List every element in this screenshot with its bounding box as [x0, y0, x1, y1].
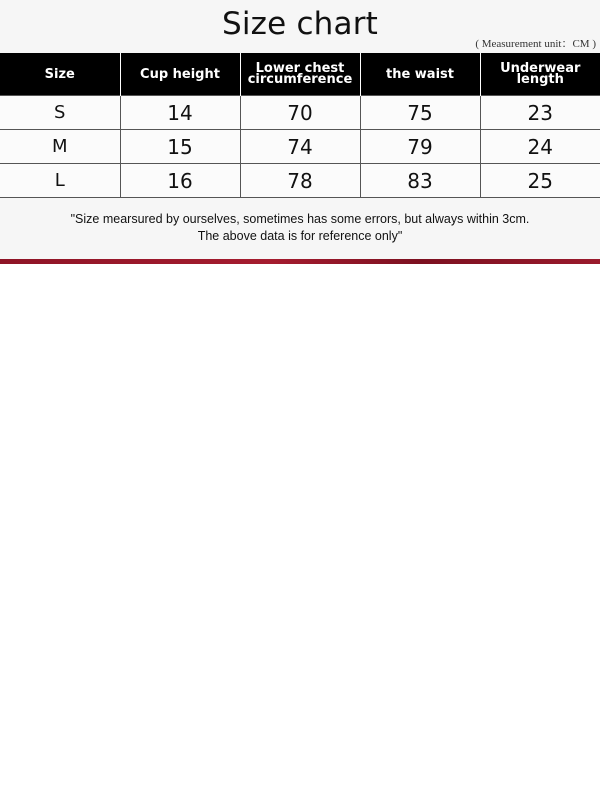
- accent-band: [0, 259, 600, 264]
- size-chart-panel: [0, 0, 600, 261]
- cell-underwear-length: 24: [480, 130, 600, 164]
- chart-title: Size chart: [221, 6, 379, 42]
- cell-cup-height: 15: [120, 130, 240, 164]
- disclaimer-note: [0, 211, 600, 245]
- size-table: [0, 53, 600, 198]
- header-cup-height: Cup height: [120, 53, 240, 96]
- table-row: [0, 96, 600, 130]
- table-row: [0, 130, 600, 164]
- cell-lower-chest: 74: [240, 130, 360, 164]
- cell-size: L: [0, 164, 120, 198]
- cell-underwear-length: 23: [480, 96, 600, 130]
- cell-lower-chest: 70: [240, 96, 360, 130]
- cell-waist: 83: [360, 164, 480, 198]
- cell-size: S: [0, 96, 120, 130]
- cell-lower-chest: 78: [240, 164, 360, 198]
- cell-cup-height: 16: [120, 164, 240, 198]
- header-waist: the waist: [360, 53, 480, 96]
- header-lower-chest: Lower chest circumference: [240, 53, 360, 96]
- cell-size: M: [0, 130, 120, 164]
- cell-underwear-length: 25: [480, 164, 600, 198]
- measurement-unit-note: ( Measurement unit：CM ): [475, 38, 596, 50]
- cell-waist: 79: [360, 130, 480, 164]
- table-row: [0, 164, 600, 198]
- disclaimer-line-2: The above data is for reference only": [197, 229, 403, 243]
- header-underwear-length: Underwear length: [480, 53, 600, 96]
- cell-cup-height: 14: [120, 96, 240, 130]
- header-size: Size: [0, 53, 120, 96]
- cell-waist: 75: [360, 96, 480, 130]
- table-header-row: [0, 53, 600, 96]
- disclaimer-line-1: "Size mearsured by ourselves, sometimes has some errors, but always within 3cm.: [70, 212, 530, 226]
